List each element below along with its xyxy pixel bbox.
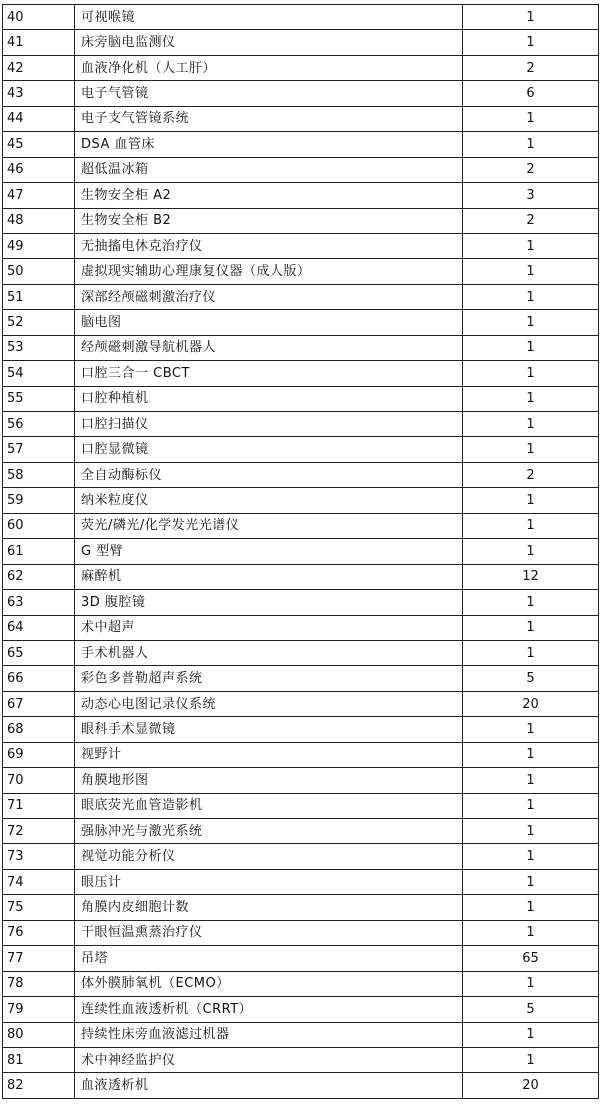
row-number-cell: 64	[3, 615, 75, 640]
row-number-cell: 40	[3, 5, 75, 30]
quantity-cell: 1	[463, 310, 599, 335]
row-number-cell: 56	[3, 412, 75, 437]
quantity-cell: 1	[463, 717, 599, 742]
quantity-cell: 1	[463, 920, 599, 945]
equipment-name-cell: 荧光/磷光/化学发光光谱仪	[75, 513, 463, 538]
row-number-cell: 67	[3, 691, 75, 716]
quantity-cell: 2	[463, 55, 599, 80]
quantity-cell: 1	[463, 793, 599, 818]
equipment-name-cell: 术中神经监护仪	[75, 1047, 463, 1072]
equipment-name-cell: 术中超声	[75, 615, 463, 640]
table-row	[3, 564, 599, 589]
row-number-cell: 80	[3, 1022, 75, 1047]
table-row	[3, 106, 599, 131]
equipment-name-cell: 口腔扫描仪	[75, 412, 463, 437]
row-number-cell: 48	[3, 208, 75, 233]
equipment-name-cell: 干眼恒温熏蒸治疗仪	[75, 920, 463, 945]
quantity-cell: 2	[463, 208, 599, 233]
table-row	[3, 869, 599, 894]
equipment-name-cell: 虚拟现实辅助心理康复仪器（成人版）	[75, 259, 463, 284]
table-row	[3, 208, 599, 233]
table-row	[3, 488, 599, 513]
quantity-cell: 1	[463, 895, 599, 920]
table-row	[3, 539, 599, 564]
quantity-cell: 1	[463, 30, 599, 55]
table-row	[3, 132, 599, 157]
quantity-cell: 1	[463, 615, 599, 640]
quantity-cell: 1	[463, 386, 599, 411]
quantity-cell: 1	[463, 513, 599, 538]
row-number-cell: 47	[3, 183, 75, 208]
quantity-cell: 1	[463, 1022, 599, 1047]
table-row	[3, 5, 599, 30]
equipment-name-cell: 眼压计	[75, 869, 463, 894]
quantity-cell: 1	[463, 1047, 599, 1072]
table-row	[3, 615, 599, 640]
table-row	[3, 920, 599, 945]
quantity-cell: 1	[463, 539, 599, 564]
equipment-name-cell: 血液净化机（人工肝）	[75, 55, 463, 80]
row-number-cell: 71	[3, 793, 75, 818]
quantity-cell: 1	[463, 640, 599, 665]
equipment-name-cell: 血液透析机	[75, 1073, 463, 1098]
table-row	[3, 793, 599, 818]
table-row	[3, 81, 599, 106]
equipment-name-cell: 电子气管镜	[75, 81, 463, 106]
equipment-table-body	[3, 5, 599, 1099]
table-row	[3, 1073, 599, 1098]
equipment-name-cell: 经颅磁刺激导航机器人	[75, 335, 463, 360]
quantity-cell: 1	[463, 412, 599, 437]
table-row	[3, 30, 599, 55]
row-number-cell: 77	[3, 946, 75, 971]
equipment-name-cell: 超低温冰箱	[75, 157, 463, 182]
table-row	[3, 742, 599, 767]
quantity-cell: 1	[463, 132, 599, 157]
equipment-name-cell: 床旁脑电监测仪	[75, 30, 463, 55]
quantity-cell: 65	[463, 946, 599, 971]
table-row	[3, 462, 599, 487]
equipment-name-cell: 连续性血液透析机（CRRT）	[75, 997, 463, 1022]
equipment-table	[2, 4, 599, 1099]
equipment-name-cell: 彩色多普勒超声系统	[75, 666, 463, 691]
row-number-cell: 52	[3, 310, 75, 335]
table-row	[3, 768, 599, 793]
row-number-cell: 54	[3, 361, 75, 386]
row-number-cell: 78	[3, 971, 75, 996]
quantity-cell: 1	[463, 259, 599, 284]
row-number-cell: 65	[3, 640, 75, 665]
row-number-cell: 53	[3, 335, 75, 360]
row-number-cell: 62	[3, 564, 75, 589]
table-row	[3, 691, 599, 716]
equipment-name-cell: 3D 腹腔镜	[75, 590, 463, 615]
equipment-name-cell: 纳米粒度仪	[75, 488, 463, 513]
table-row	[3, 157, 599, 182]
quantity-cell: 1	[463, 5, 599, 30]
row-number-cell: 82	[3, 1073, 75, 1098]
equipment-name-cell: 角膜地形图	[75, 768, 463, 793]
table-row	[3, 819, 599, 844]
quantity-cell: 1	[463, 971, 599, 996]
quantity-cell: 5	[463, 666, 599, 691]
row-number-cell: 50	[3, 259, 75, 284]
equipment-name-cell: 手术机器人	[75, 640, 463, 665]
equipment-name-cell: 脑电图	[75, 310, 463, 335]
row-number-cell: 81	[3, 1047, 75, 1072]
equipment-name-cell: 生物安全柜 A2	[75, 183, 463, 208]
table-row	[3, 513, 599, 538]
quantity-cell: 2	[463, 462, 599, 487]
table-row	[3, 895, 599, 920]
equipment-name-cell: 深部经颅磁刺激治疗仪	[75, 284, 463, 309]
row-number-cell: 42	[3, 55, 75, 80]
row-number-cell: 68	[3, 717, 75, 742]
row-number-cell: 59	[3, 488, 75, 513]
equipment-name-cell: 眼科手术显微镜	[75, 717, 463, 742]
table-row	[3, 640, 599, 665]
equipment-name-cell: 持续性床旁血液滤过机器	[75, 1022, 463, 1047]
row-number-cell: 46	[3, 157, 75, 182]
table-row	[3, 844, 599, 869]
equipment-name-cell: 角膜内皮细胞计数	[75, 895, 463, 920]
equipment-name-cell: 可视喉镜	[75, 5, 463, 30]
table-row	[3, 971, 599, 996]
table-row	[3, 412, 599, 437]
quantity-cell: 1	[463, 742, 599, 767]
equipment-name-cell: 眼底荧光血管造影机	[75, 793, 463, 818]
row-number-cell: 79	[3, 997, 75, 1022]
row-number-cell: 61	[3, 539, 75, 564]
quantity-cell: 5	[463, 997, 599, 1022]
quantity-cell: 3	[463, 183, 599, 208]
table-row	[3, 183, 599, 208]
equipment-name-cell: 动态心电图记录仪系统	[75, 691, 463, 716]
row-number-cell: 44	[3, 106, 75, 131]
table-row	[3, 946, 599, 971]
row-number-cell: 73	[3, 844, 75, 869]
table-row	[3, 1047, 599, 1072]
row-number-cell: 76	[3, 920, 75, 945]
row-number-cell: 51	[3, 284, 75, 309]
quantity-cell: 20	[463, 691, 599, 716]
row-number-cell: 74	[3, 869, 75, 894]
quantity-cell: 1	[463, 819, 599, 844]
equipment-name-cell: 无抽搐电休克治疗仪	[75, 233, 463, 258]
table-row	[3, 259, 599, 284]
quantity-cell: 1	[463, 768, 599, 793]
table-row	[3, 1022, 599, 1047]
equipment-name-cell: 体外膜肺氧机（ECMO）	[75, 971, 463, 996]
quantity-cell: 1	[463, 106, 599, 131]
equipment-name-cell: 电子支气管镜系统	[75, 106, 463, 131]
equipment-name-cell: 强脉冲光与激光系统	[75, 819, 463, 844]
row-number-cell: 58	[3, 462, 75, 487]
table-row	[3, 310, 599, 335]
row-number-cell: 75	[3, 895, 75, 920]
quantity-cell: 1	[463, 335, 599, 360]
row-number-cell: 63	[3, 590, 75, 615]
table-row	[3, 361, 599, 386]
row-number-cell: 41	[3, 30, 75, 55]
equipment-name-cell: 全自动酶标仪	[75, 462, 463, 487]
table-row	[3, 437, 599, 462]
quantity-cell: 1	[463, 437, 599, 462]
table-row	[3, 335, 599, 360]
row-number-cell: 49	[3, 233, 75, 258]
quantity-cell: 1	[463, 361, 599, 386]
table-row	[3, 55, 599, 80]
quantity-cell: 1	[463, 844, 599, 869]
quantity-cell: 12	[463, 564, 599, 589]
row-number-cell: 70	[3, 768, 75, 793]
quantity-cell: 1	[463, 233, 599, 258]
equipment-name-cell: 口腔三合一 CBCT	[75, 361, 463, 386]
table-row	[3, 666, 599, 691]
row-number-cell: 45	[3, 132, 75, 157]
quantity-cell: 1	[463, 284, 599, 309]
quantity-cell: 1	[463, 590, 599, 615]
quantity-cell: 1	[463, 488, 599, 513]
equipment-name-cell: 视觉功能分析仪	[75, 844, 463, 869]
row-number-cell: 72	[3, 819, 75, 844]
row-number-cell: 69	[3, 742, 75, 767]
table-row	[3, 233, 599, 258]
equipment-name-cell: 视野计	[75, 742, 463, 767]
equipment-name-cell: 口腔种植机	[75, 386, 463, 411]
table-row	[3, 997, 599, 1022]
quantity-cell: 1	[463, 869, 599, 894]
table-row	[3, 284, 599, 309]
table-row	[3, 590, 599, 615]
equipment-name-cell: 生物安全柜 B2	[75, 208, 463, 233]
equipment-name-cell: 麻醉机	[75, 564, 463, 589]
row-number-cell: 43	[3, 81, 75, 106]
equipment-name-cell: G 型臂	[75, 539, 463, 564]
row-number-cell: 57	[3, 437, 75, 462]
row-number-cell: 60	[3, 513, 75, 538]
equipment-name-cell: DSA 血管床	[75, 132, 463, 157]
row-number-cell: 55	[3, 386, 75, 411]
equipment-name-cell: 口腔显微镜	[75, 437, 463, 462]
quantity-cell: 2	[463, 157, 599, 182]
quantity-cell: 6	[463, 81, 599, 106]
row-number-cell: 66	[3, 666, 75, 691]
equipment-name-cell: 吊塔	[75, 946, 463, 971]
quantity-cell: 20	[463, 1073, 599, 1098]
table-row	[3, 386, 599, 411]
table-row	[3, 717, 599, 742]
